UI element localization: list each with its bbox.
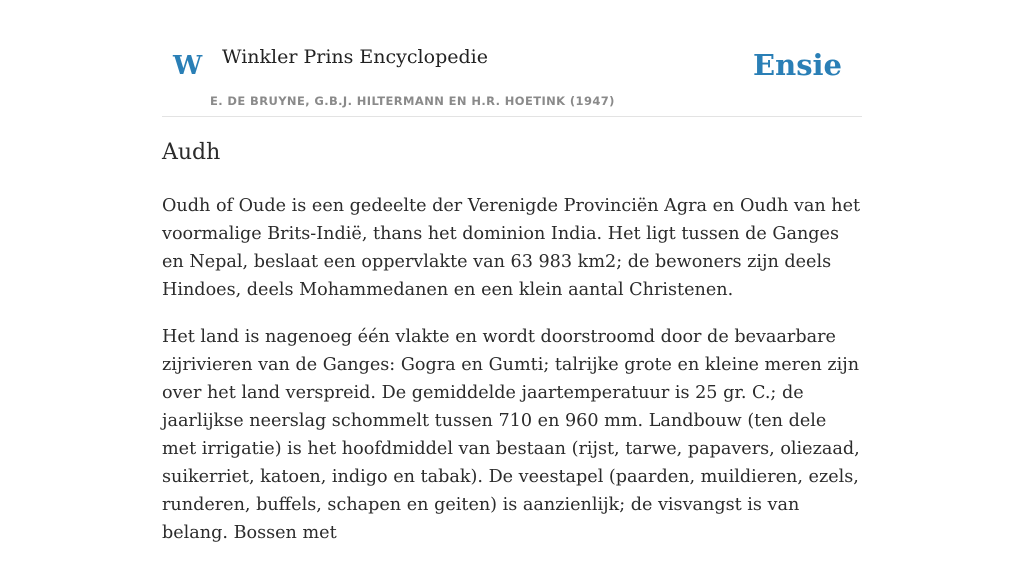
article-body	[162, 192, 862, 566]
site-title[interactable]: Winkler Prins Encyclopedie	[222, 46, 488, 68]
brand-logo[interactable]: Ensie	[753, 48, 842, 82]
article-paragraph: Oudh of Oude is een gedeelte der Verenigde Provinciën Agra en Oudh van het voormalige Brits-Indië, thans het dominion India. Het ligt tussen de Ganges en Nepal, beslaat een oppervlakte van 63 983 km2; de bewoners zijn deels Hindoes, deels Mohammedanen en een klein aantal Christenen.	[162, 196, 861, 300]
site-logo-icon[interactable]: W	[173, 51, 203, 81]
site-header	[162, 0, 862, 117]
site-subtitle: E. DE BRUYNE, G.B.J. HILTERMANN EN H.R. HOETINK (1947)	[210, 94, 615, 108]
article-title: Audh	[162, 140, 221, 165]
article-paragraph: Het land is nagenoeg één vlakte en wordt doorstroomd door de bevaarbare zijrivieren van de Ganges: Gogra en Gumti; talrijke grote en kleine meren zijn over het land verspreid. De gemiddelde jaartemperatuur is 25 gr. C.; de jaarlijkse neerslag schommelt tussen 710 en 960 mm. Landbouw (ten dele met irrigatie) is het hoofdmiddel van bestaan (rijst, tarwe, papavers, oliezaad, suikerriet, katoen, indigo en tabak). De veestapel (paarden, muildieren, ezels, runderen, buffels, schapen en geiten) is aanzienlijk; de visvangst is van belang. Bossen met	[162, 327, 860, 543]
content-container	[162, 0, 862, 543]
